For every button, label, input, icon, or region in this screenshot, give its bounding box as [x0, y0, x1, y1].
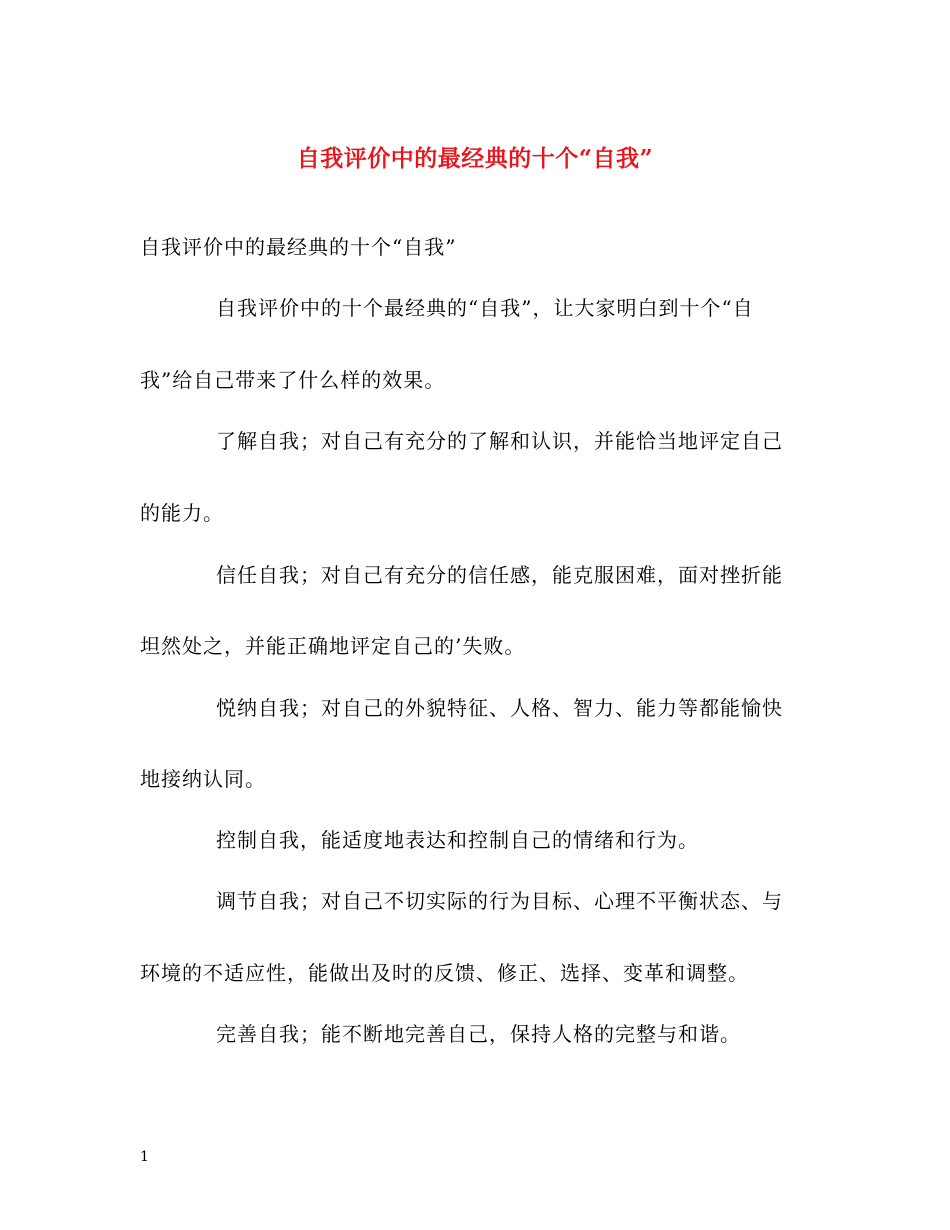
page-number: 1: [140, 1149, 149, 1165]
paragraph-perfect-line-1: 完善自我；能不断地完善自己，保持人格的完整与和谐。: [216, 1022, 741, 1046]
paragraph-accept-line-1: 悦纳自我；对自己的外貌特征、人格、智力、能力等都能愉快: [216, 696, 783, 720]
paragraph-accept-line-2: 地接纳认同。: [140, 767, 266, 791]
subtitle-line: 自我评价中的最经典的十个“自我”: [140, 235, 457, 259]
paragraph-intro-line-2: 我”给自己带来了什么样的效果。: [140, 368, 446, 392]
paragraph-trust-line-1: 信任自我；对自己有充分的信任感，能克服困难，面对挫折能: [216, 563, 783, 587]
paragraph-adjust-line-1: 调节自我；对自己不切实际的行为目标、心理不平衡状态、与: [216, 889, 783, 913]
paragraph-trust-line-2: 坦然处之，并能正确地评定自己的’失败。: [140, 634, 526, 658]
document-title: 自我评价中的最经典的十个“自我”: [296, 145, 654, 172]
paragraph-adjust-line-2: 环境的不适应性，能做出及时的反馈、修正、选择、变革和调整。: [140, 961, 749, 985]
paragraph-understand-line-2: 的能力。: [140, 501, 224, 525]
paragraph-intro-line-1: 自我评价中的十个最经典的“自我”，让大家明白到十个“自: [216, 296, 754, 320]
paragraph-understand-line-1: 了解自我；对自己有充分的了解和认识，并能恰当地评定自己: [216, 429, 783, 453]
paragraph-control-line-1: 控制自我，能适度地表达和控制自己的情绪和行为。: [216, 828, 699, 852]
